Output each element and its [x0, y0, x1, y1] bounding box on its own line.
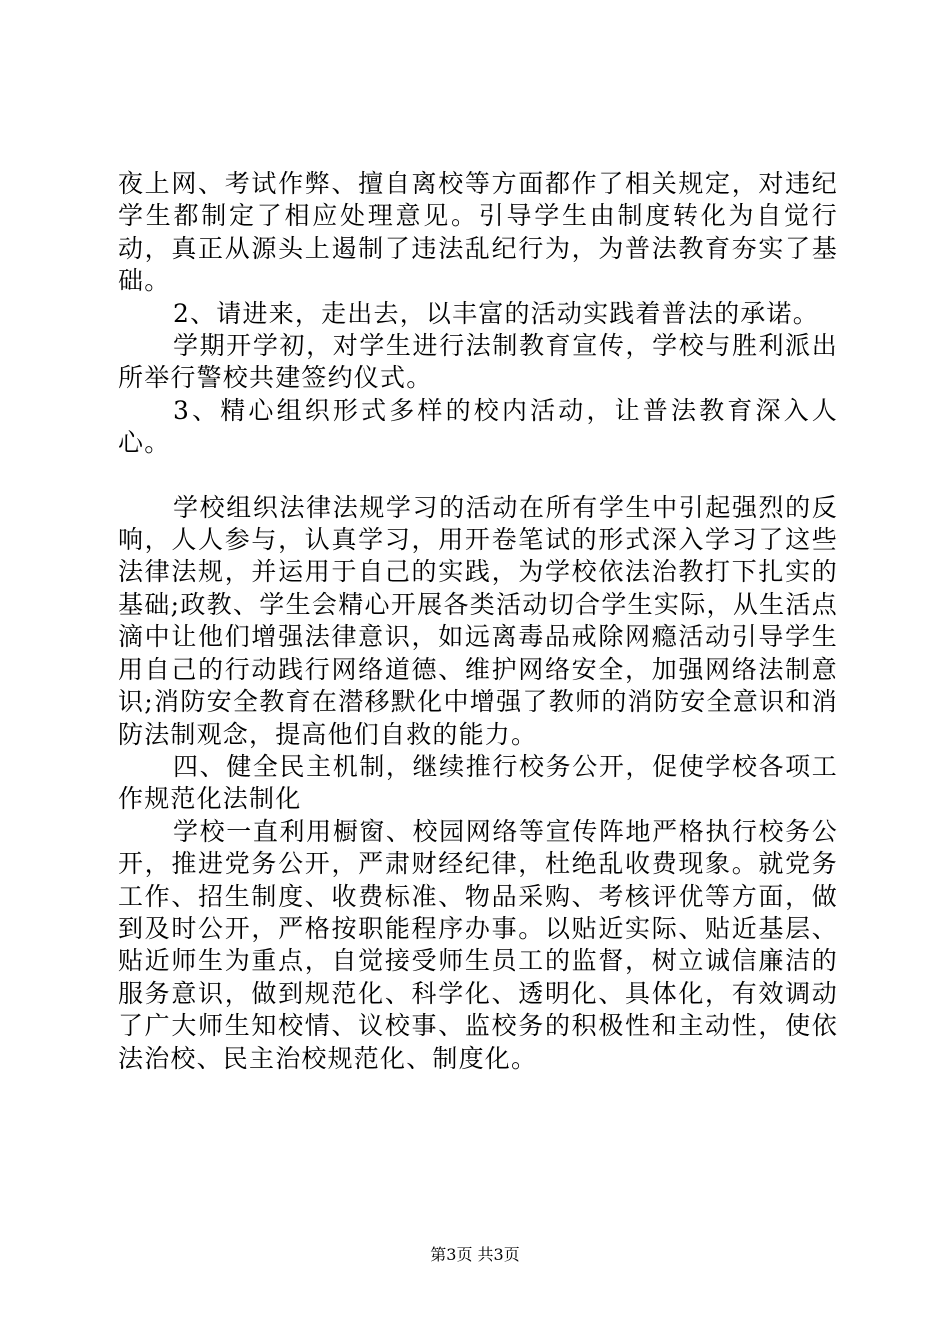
- paragraph-police-school: 学期开学初，对学生进行法制教育宣传，学校与胜利派出所举行警校共建签约仪式。: [118, 331, 838, 393]
- paragraph-school-affairs: 学校一直利用橱窗、校园网络等宣传阵地严格执行校务公开，推进党务公开，严肃财经纪律，杜绝乱收费现象。就党务工作、招生制度、收费标准、物品采购、考核评优等方面，做到及时公开，严格按职能程序办事。以贴近实际、贴近基层、贴近师生为重点，自觉接受师生员工的监督，树立诚信廉洁的服务意识，做到规范化、科学化、透明化、具体化，有效调动了广大师生知校情、议校事、监校务的积极性和主动性，使依法治校、民主治校规范化、制度化。: [118, 816, 838, 1073]
- document-body: [118, 168, 838, 1075]
- paragraph-heading-2: 2、请进来，走出去，以丰富的活动实践着普法的承诺。: [173, 298, 819, 328]
- paragraph-continuation: 夜上网、考试作弊、擅自离校等方面都作了相关规定，对违纪学生都制定了相应处理意见。引导学生由制度转化为自觉行动，真正从源头上遏制了违法乱纪行为，为普法教育夯实了基础。: [118, 169, 838, 296]
- paragraph-law-study: 学校组织法律法规学习的活动在所有学生中引起强烈的反响，人人参与，认真学习，用开卷笔试的形式深入学习了这些法律法规，并运用于自己的实践，为学校依法治教打下扎实的基础;政教、学生会精心开展各类活动切合学生实际，从生活点滴中让他们增强法律意识，如远离毒品戒除网瘾活动引导学生用自己的行动践行网络道德、维护网络安全，加强网络法制意识;消防安全教育在潜移默化中增强了教师的消防安全意识和消防法制观念，提高他们自救的能力。: [118, 492, 838, 749]
- page-number-footer: 第3页 共3页: [430, 1245, 520, 1264]
- paragraph-heading-3: 3、精心组织形式多样的校内活动，让普法教育深入人心。: [118, 395, 838, 458]
- paragraph-heading-4: 四、健全民主机制，继续推行校务公开，促使学校各项工作规范化法制化: [118, 751, 838, 814]
